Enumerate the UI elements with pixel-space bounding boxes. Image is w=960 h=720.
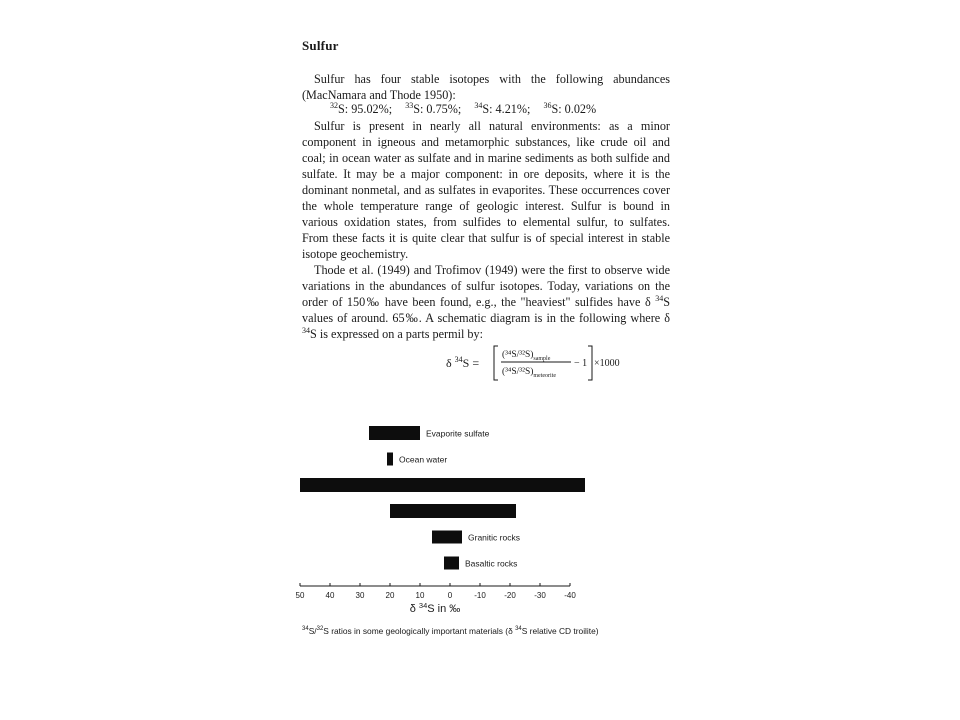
right-bracket xyxy=(588,346,592,380)
x-axis-tick-label: 30 xyxy=(355,591,365,600)
isotope-34-mass: 34 xyxy=(474,101,483,110)
range-bar-label: Granitic rocks xyxy=(468,532,520,543)
caption-text-a: S/ xyxy=(308,626,317,636)
range-bar xyxy=(300,478,585,492)
x-axis-tick-label: 20 xyxy=(385,591,395,600)
paragraph-intro: Sulfur has four stable isotopes with the following abundances (MacNamara and Thode 1950): xyxy=(302,72,670,102)
chart-x-axis xyxy=(296,583,577,615)
chart-bars xyxy=(300,426,585,570)
p3-text-c: S is expressed on a parts permil by: xyxy=(310,327,483,341)
formula-times-1000: ×1000 xyxy=(594,358,620,369)
x-axis-tick-label: -30 xyxy=(534,591,546,600)
isotope-32-mass: 32 xyxy=(330,101,338,110)
caption-text-c: S relative CD troilite) xyxy=(521,626,599,636)
caption-sup-3: 34 xyxy=(515,626,522,632)
range-bar-label: Ocean water xyxy=(399,454,448,465)
formula-numerator: $(^{34}S/^{32}S)_{sample}$ xyxy=(502,350,551,362)
p3-text-b: S values of around. 65‰. A schematic diagram is in the following where δ xyxy=(302,295,670,325)
x-axis-tick-label: -40 xyxy=(564,591,576,600)
paragraph-occurrence: Sulfur is present in nearly all natural environments: as a minor component in igneous and metamorphic substances, like crude oil and coal; in ocean water as sulfate and in marine sediments as both sulfide and sulfate. It may be a major component: in ore deposits, where it is the dominant nonmetal, and as sulfates in evaporites. These occurrences cover the whole temperature range of geologic interest. Sulfur is bound in various oxidation states, from sulfides to elemental sulfur, to sulfates. From these facts it is quite clear that sulfur is of special interest in stable isotope geochemistry. xyxy=(302,119,670,261)
x-axis-tick-label: 40 xyxy=(325,591,335,600)
p3-sup-1: 34 xyxy=(655,294,664,303)
isotope-36 xyxy=(543,102,596,116)
range-bar xyxy=(390,504,516,518)
formula-minus-one: − 1 xyxy=(574,358,588,369)
isotope-36-value: S: 0.02% xyxy=(551,102,597,116)
isotope-range-chart xyxy=(288,415,628,620)
x-axis-tick-label: -10 xyxy=(474,591,486,600)
paragraph-variations xyxy=(302,262,670,342)
isotope-34-value: S: 4.21%; xyxy=(482,102,531,116)
x-axis-tick-label: 10 xyxy=(415,591,425,600)
figure-caption xyxy=(302,626,599,636)
range-bar-label: Basaltic rocks xyxy=(465,558,518,569)
caption-text-b: S ratios in some geologically important materials (δ xyxy=(323,626,516,636)
range-bar xyxy=(432,531,462,544)
formula-lhs: δ $^{34}$S = xyxy=(446,355,480,370)
isotope-33-value: S: 0.75%; xyxy=(413,102,462,116)
x-axis-tick-label: 0 xyxy=(447,591,453,600)
range-bar xyxy=(369,426,420,440)
isotope-34 xyxy=(474,102,530,116)
isotope-33-mass: 33 xyxy=(405,101,414,110)
range-bar xyxy=(387,453,393,466)
x-axis-tick-label: 50 xyxy=(295,591,305,600)
p3-text-a: Thode et al. (1949) and Trofimov (1949) were the first to observe wide variations in the abundances of sulfur isotopes. Today, variations on the order of 150‰ have been found, e.g., the "heaviest" sulfides have δ xyxy=(302,263,670,309)
formula-denominator: $(^{34}S/^{32}S)_{meteorite}$ xyxy=(502,367,557,379)
caption-sup-1: 34 xyxy=(302,626,309,632)
x-axis-tick-label: -20 xyxy=(504,591,516,600)
p3-sup-2: 34 xyxy=(302,326,310,335)
section-title: Sulfur xyxy=(302,38,339,53)
range-bar-label: Evaporite sulfate xyxy=(426,428,490,439)
isotope-32-value: S: 95.02%; xyxy=(338,102,393,116)
x-axis-title: δ $^{34}$S in ‰ xyxy=(409,601,461,615)
caption-sup-2: 32 xyxy=(316,626,324,632)
isotope-32 xyxy=(330,102,392,116)
isotope-33 xyxy=(405,102,461,116)
isotope-36-mass: 36 xyxy=(543,101,552,110)
isotope-abundance-line xyxy=(330,102,606,117)
range-bar xyxy=(444,557,459,570)
delta-formula xyxy=(446,343,626,383)
left-bracket xyxy=(494,346,498,380)
